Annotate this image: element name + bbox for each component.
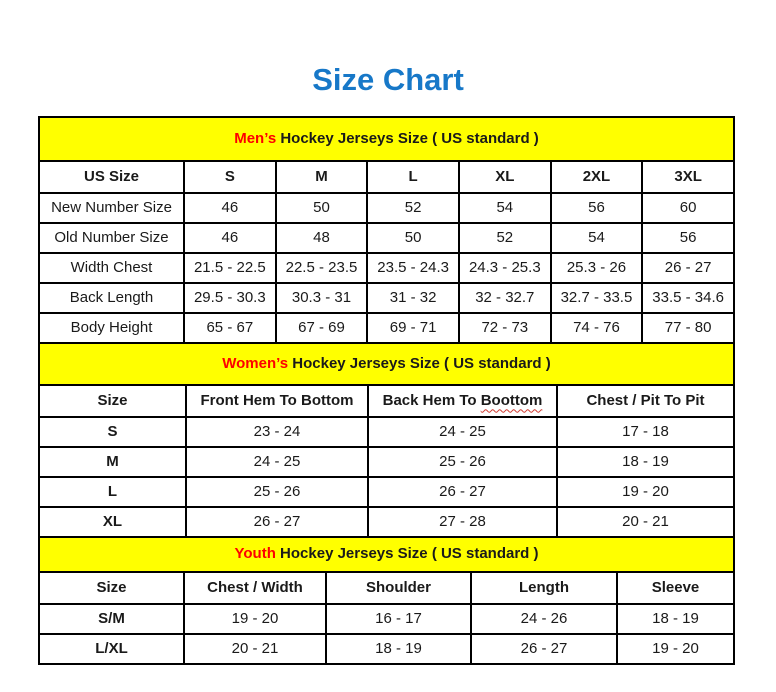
youth-band-highlight: Youth — [234, 545, 276, 563]
mens-size-table — [38, 116, 735, 344]
mens-column-header: L — [367, 161, 459, 193]
size-tables-container — [38, 116, 776, 665]
womens-header-row — [39, 385, 734, 417]
cell-value: 17 - 18 — [557, 417, 734, 447]
cell-value: 77 - 80 — [642, 313, 734, 343]
youth-header-row — [39, 572, 734, 604]
cell-value: 60 — [642, 193, 734, 223]
cell-value: 26 - 27 — [368, 477, 557, 507]
youth-size-table — [38, 536, 735, 665]
womens-band-title: Women’s Hockey Jerseys Size ( US standard ) — [39, 343, 734, 385]
cell-value: 52 — [367, 193, 459, 223]
table-row — [39, 477, 734, 507]
table-row — [39, 253, 734, 283]
womens-column-header: Back Hem To Boottom — [368, 385, 557, 417]
cell-value: 26 - 27 — [186, 507, 368, 537]
page-title: Size Chart — [312, 62, 464, 97]
youth-column-header: Chest / Width — [184, 572, 326, 604]
table-row — [39, 604, 734, 634]
cell-value: 25 - 26 — [186, 477, 368, 507]
cell-value: 54 — [551, 223, 643, 253]
cell-value: 50 — [276, 193, 368, 223]
mens-column-header: XL — [459, 161, 551, 193]
cell-value: 30.3 - 31 — [276, 283, 368, 313]
womens-column-header: Size — [39, 385, 186, 417]
table-row — [39, 507, 734, 537]
row-label: L/XL — [39, 634, 184, 664]
row-label: Width Chest — [39, 253, 184, 283]
cell-value: 23 - 24 — [186, 417, 368, 447]
mens-band-title: Men’s Hockey Jerseys Size ( US standard ) — [39, 117, 734, 161]
cell-value: 18 - 19 — [617, 604, 734, 634]
cell-value: 56 — [642, 223, 734, 253]
cell-value: 27 - 28 — [368, 507, 557, 537]
womens-column-header: Front Hem To Bottom — [186, 385, 368, 417]
cell-value: 74 - 76 — [551, 313, 643, 343]
cell-value: 23.5 - 24.3 — [367, 253, 459, 283]
cell-value: 31 - 32 — [367, 283, 459, 313]
row-label: S/M — [39, 604, 184, 634]
table-row — [39, 193, 734, 223]
youth-column-header: Sleeve — [617, 572, 734, 604]
youth-band-title: Youth Hockey Jerseys Size ( US standard ) — [39, 537, 734, 572]
cell-value: 33.5 - 34.6 — [642, 283, 734, 313]
cell-value: 18 - 19 — [326, 634, 471, 664]
cell-value: 46 — [184, 193, 276, 223]
cell-value: 32 - 32.7 — [459, 283, 551, 313]
mens-column-header: 3XL — [642, 161, 734, 193]
table-row — [39, 283, 734, 313]
cell-value: 22.5 - 23.5 — [276, 253, 368, 283]
row-label: Old Number Size — [39, 223, 184, 253]
womens-column-header: Chest / Pit To Pit — [557, 385, 734, 417]
youth-column-header: Shoulder — [326, 572, 471, 604]
cell-value: 72 - 73 — [459, 313, 551, 343]
mens-header-row — [39, 161, 734, 193]
cell-value: 19 - 20 — [617, 634, 734, 664]
cell-value: 20 - 21 — [557, 507, 734, 537]
womens-band-highlight: Women’s — [222, 354, 289, 372]
cell-value: 24 - 26 — [471, 604, 617, 634]
cell-value: 24 - 25 — [368, 417, 557, 447]
cell-value: 65 - 67 — [184, 313, 276, 343]
table-row — [39, 634, 734, 664]
cell-value: 52 — [459, 223, 551, 253]
cell-value: 16 - 17 — [326, 604, 471, 634]
table-row — [39, 447, 734, 477]
youth-column-header: Size — [39, 572, 184, 604]
row-label: M — [39, 447, 186, 477]
cell-value: 19 - 20 — [557, 477, 734, 507]
mens-column-header: S — [184, 161, 276, 193]
cell-value: 25.3 - 26 — [551, 253, 643, 283]
cell-value: 50 — [367, 223, 459, 253]
cell-value: 46 — [184, 223, 276, 253]
mens-column-header: M — [276, 161, 368, 193]
table-row — [39, 313, 734, 343]
cell-value: 32.7 - 33.5 — [551, 283, 643, 313]
cell-value: 29.5 - 30.3 — [184, 283, 276, 313]
misspelled-word: Boottom — [480, 391, 543, 409]
row-label: Body Height — [39, 313, 184, 343]
mens-band-highlight: Men’s — [234, 129, 277, 147]
row-label: Back Length — [39, 283, 184, 313]
cell-value: 48 — [276, 223, 368, 253]
cell-value: 67 - 69 — [276, 313, 368, 343]
cell-value: 24 - 25 — [186, 447, 368, 477]
cell-value: 26 - 27 — [471, 634, 617, 664]
mens-column-header: 2XL — [551, 161, 643, 193]
cell-value: 24.3 - 25.3 — [459, 253, 551, 283]
cell-value: 21.5 - 22.5 — [184, 253, 276, 283]
cell-value: 19 - 20 — [184, 604, 326, 634]
cell-value: 25 - 26 — [368, 447, 557, 477]
row-label: XL — [39, 507, 186, 537]
cell-value: 18 - 19 — [557, 447, 734, 477]
womens-size-table — [38, 342, 735, 538]
cell-value: 69 - 71 — [367, 313, 459, 343]
row-label: L — [39, 477, 186, 507]
youth-column-header: Length — [471, 572, 617, 604]
cell-value: 20 - 21 — [184, 634, 326, 664]
row-label: New Number Size — [39, 193, 184, 223]
table-row — [39, 417, 734, 447]
row-label: S — [39, 417, 186, 447]
cell-value: 54 — [459, 193, 551, 223]
cell-value: 56 — [551, 193, 643, 223]
mens-column-header: US Size — [39, 161, 184, 193]
cell-value: 26 - 27 — [642, 253, 734, 283]
table-row — [39, 223, 734, 253]
